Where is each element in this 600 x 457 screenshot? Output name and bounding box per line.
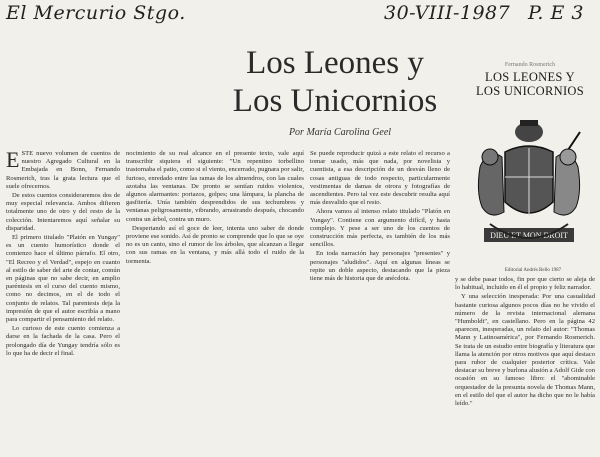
article-column-4 [455,276,595,455]
handwritten-page: P. E 3 [528,2,585,24]
byline: Por María Carolina Geel [288,127,392,138]
col1-paragraph-1: STE nuevo volumen de cuentos de nuestro Agregado Cultural en la Embajada en Bonn, Fernando Rosmerich, tras la grata lectura que el suele ofrecernos. [6,150,120,190]
handwritten-date: 30-VIII-1987 [384,2,511,24]
col1-paragraph-2: De estos cuentos consideraremos dos de muy especial relevancia. Ambos difieren totalmente uno de otro y del resto de la colección. Intentaremos aquí señalar su disparidad. [6,192,120,232]
drop-cap: E [6,150,20,172]
book-cover-box [462,62,598,98]
col3-paragraph-3: En toda narración hay personajes "presentes" y personajes "aludidos". Aquí en algunas líneas se repite un doble aspecto, destacando que la pieza tiene más de historia que de anécdota. [310,250,450,283]
col2-paragraph-1: nocimiento de su real alcance en el presente texto, vale aquí transcribir siquiera el siguiente: "Un repentino torbellino trastornaba el patio, como si el viento, encerrado, pugnara por salir, furioso, enredado entre las ramas de los almendros, con las cuales azotaba las ventanas. De pronto se sentían ruidos violentos, algunos alarmantes: portazos, golpes; una lámpara, la plancha de gasfitería. Unía también desprendidos de sus techumbres y ventanas peligrosamente, vibrando, arrastrando después, chocando contra un árbol, contra un muro. [126,150,304,223]
book-title-line-1: LOS LEONES Y [485,70,575,84]
col1-paragraph-3: El primero titulado "Platón en Yungay" es un cuento humorístico donde el comienzo hace el último párrafo. El otro, "El Recreo y el Verdad", espejo en cuanto al estilo de saber del arte de contar, común en páginas que no sabe decir, en amplio paréntesis en el curso del cuento mismo, como no decimos, en el de todo el conjunto de relatos. Tal parentesis deja la impresión de que el autor escribía a mano para compartir el pensamiento del relato. [6,234,120,324]
article-column-2 [126,150,304,455]
image-caption: Editorial Andrés Bello 1987 [504,268,562,273]
col1-paragraph-4: Lo curioso de este cuento comienza a darse en la fachada de la casa. Pero el prolongado día de Yungay tendría sólo es lo que ha de decir el final. [6,325,120,357]
motto-text: DIEU ET MON DROIT [490,231,568,240]
col3-paragraph-1: Se puede reproducir quizá a este relato el recurso a tomar usado, más que nada, por novelista y cuentista, a esa descripción de un desván lleno de cosas antiguas de todo respecto, particularmente vestimentas de damas de otrora y fotografías de ascendientes. Pero tal vez este descubrir resulta aquí más desvalido que el resto. [310,150,450,207]
col2-paragraph-2: Despertando así el goce de leer, intenta uno saber de donde proviene ese sonido. Así de pronto se comprende que lo que se oye no es un canto, sino el rumor de los árboles, que alcanzan a llegar con sus ramas en la ventana, y más allá todo el ruido de la tormenta. [126,224,304,265]
handwritten-source: El Mercurio Stgo. [6,2,186,24]
col3-paragraph-2: Ahora vamos al intenso relato titulado "Platón en Yungay". Contiene con argumento difícil, y hasta complejo. Y pese a ser uno de los cuentos de construcción más perfecta, es también de los más sencillos. [310,208,450,249]
title-line-1: Los Leones y [246,45,424,81]
book-title-line-2: LOS UNICORNIOS [475,84,585,98]
handwritten-annotation [0,0,600,30]
col4-paragraph-2: Y una selección inesperada: Por una casualidad bastante curiosa algunos pocos días no he vivido el número de la revista internacional alemana "Humboldt", en castellano. Pero en la página 42 aparecen, inesperadas, un relato del autor: "Thomas Mann y Latinoamérica", por Fernando Rosmerich. Se trata de un estudio entre biografía y literatura que llama la atención por otros motivos que aquí destaco para rubor de cualquier posterior crítica. Vale destacar su breve y burlona alusión a Adolf Gide con ocasión en su famoso libro: el "abominable orquestador de la presunta novela de Thomas Mann, en el estilo del que el autor ha dicho que no le había leído." [455,293,595,408]
col4-paragraph-1: y se debe pasar todos, fin por que cierto se aleja de lo habitual, incluido en él el propio y feliz narrador. [455,276,595,292]
book-caption-small: Fernando Rosmerich [504,62,556,68]
title-line-2: Los Unicornios [232,83,438,119]
article-column-1 [6,150,120,455]
royal-coat-of-arms-image [470,112,588,262]
article-column-3 [310,150,450,455]
article-title [205,44,465,120]
